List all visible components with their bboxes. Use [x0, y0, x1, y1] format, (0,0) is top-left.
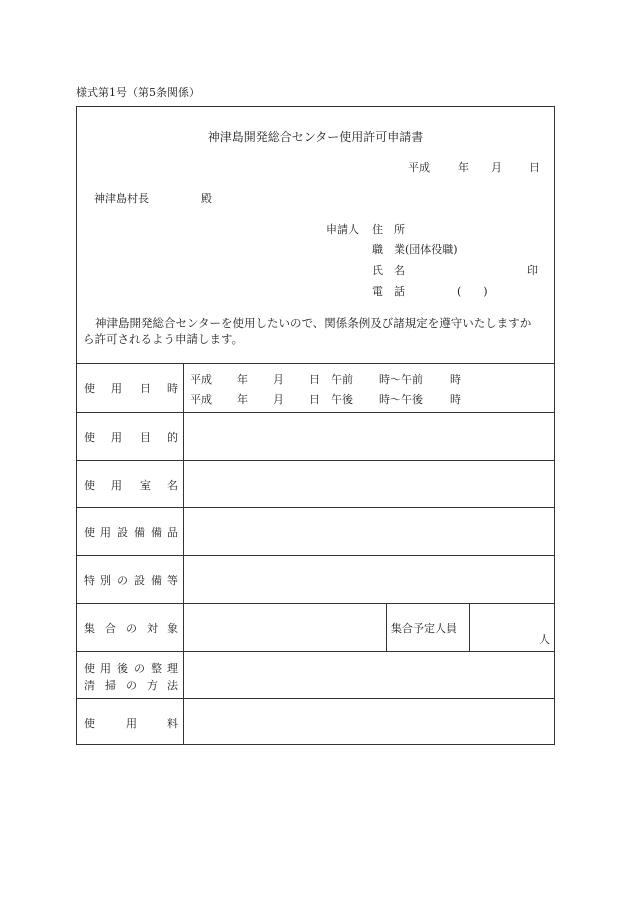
purpose-field[interactable]: [184, 413, 554, 459]
occupation-label: 職 業(団体役職): [372, 243, 458, 256]
form-number: 様式第1号（第5条関係）: [76, 86, 200, 99]
address-label: 住 所: [372, 223, 405, 236]
equipment-field[interactable]: [184, 508, 554, 554]
attendees-unit: 人: [539, 633, 550, 646]
date-day-field[interactable]: 日: [529, 161, 540, 174]
statement-line-2: ら許可されるよう申請します。: [83, 332, 244, 346]
addressee-name: 神津島村長: [94, 192, 149, 205]
addressee-honorific: 殿: [201, 192, 212, 205]
date-era: 平成: [408, 161, 430, 174]
phone-parentheses[interactable]: ( ): [457, 285, 488, 298]
special-equipment-field[interactable]: [184, 556, 554, 602]
statement-line-1: 神津島開発総合センターを使用したいので、関係条例及び諸規定を遵守いたしますか: [95, 316, 532, 330]
cleanup-method-field[interactable]: [184, 652, 554, 697]
seal-mark: 印: [527, 264, 538, 277]
name-label: 氏 名: [372, 264, 405, 277]
application-form: 神津島開発総合センター使用許可申請書 平成 年 月 日 神津島村長 殿 申請人 住 所 職 業(団体役職) 氏 名 印 電 話 ( ) 神津島開発総合センターを使用したいので、関係条例及び諸規定を遵守いたしますか ら許可されるよう申請します。 使 用 日 時 平成 年 月 日 午前 時～午前 時 平成 年 月 日 午後 時～午後 時 使 用 目 的 使 用 室 名 使 用 設 備 備 品 特 別 の 設 備 等 集 合 の 対 象 集合予定人員 人 使 用 後 の 整 理 清 掃 の 方 法 使 用 料: [76, 106, 555, 745]
phone-label: 電 話: [372, 285, 405, 298]
applicant-label: 申請人: [326, 223, 359, 236]
expected-attendees-field[interactable]: [470, 604, 554, 650]
usage-fee-field[interactable]: [184, 699, 554, 744]
date-month-field[interactable]: 月: [491, 161, 502, 174]
date-year-field[interactable]: 年: [458, 161, 469, 174]
audience-field[interactable]: [184, 604, 385, 650]
form-title: 神津島開発総合センター使用許可申請書: [207, 130, 424, 144]
expected-attendees-label: 集合予定人員: [391, 622, 457, 635]
room-field[interactable]: [184, 461, 554, 506]
